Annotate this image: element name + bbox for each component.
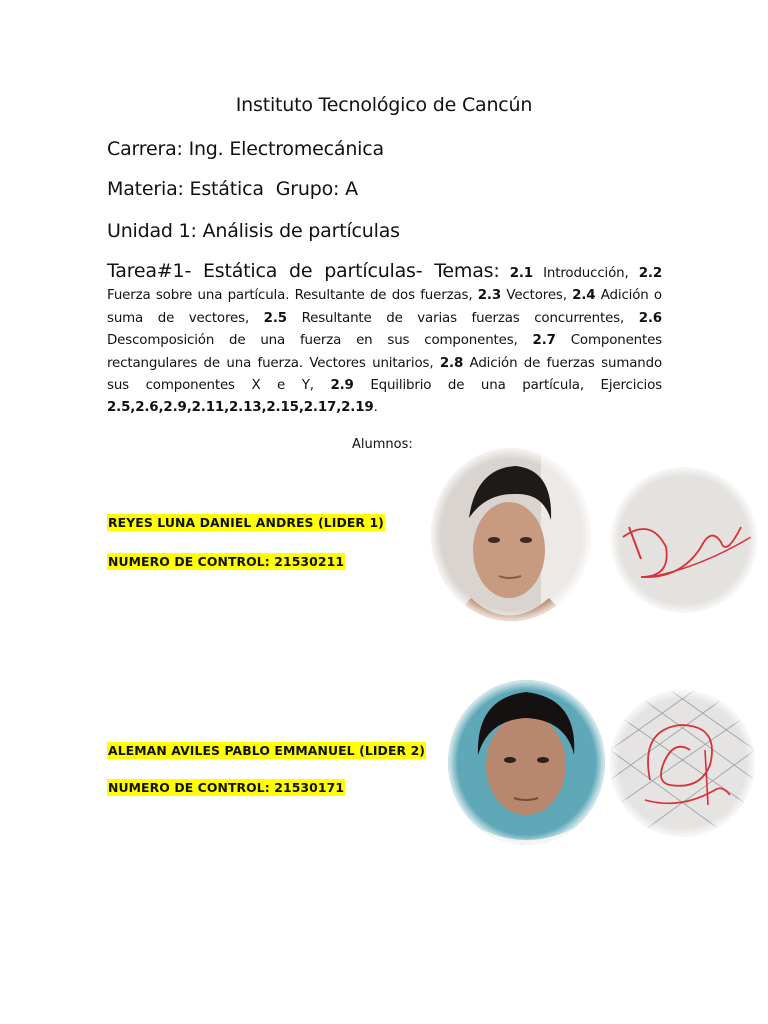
topic-text: Adición de fuerzas sumando sus componentes X e Y,	[107, 355, 663, 394]
topic-text: Fuerza sobre una partícula. Resultante de dos fuerzas,	[107, 288, 473, 304]
topic-number: 2.3	[477, 288, 502, 304]
topic-text: Vectores,	[506, 288, 567, 304]
topic-text: Descomposición de una fuerza en sus componentes,	[107, 333, 518, 349]
exercise-list: 2.5,2.6,2.9,2.11,2.13,2.15,2.17,2.19	[107, 400, 374, 416]
topic-text: Equilibrio de una partícula, Ejercicios	[370, 378, 662, 394]
student-2-signature	[610, 690, 755, 837]
topic-number: 2.4	[572, 288, 596, 304]
assignment-paragraph	[107, 260, 662, 420]
topic-number: 2.7	[532, 333, 556, 349]
topic-text: Adición o suma de vectores,	[107, 288, 662, 326]
students-label: Alumnos:	[352, 437, 413, 452]
student-2-name: ALEMAN AVILES PABLO EMMANUEL (LIDER 2)	[108, 743, 426, 758]
paragraph-end: .	[373, 400, 378, 416]
topic-number: 2.8	[439, 355, 464, 371]
topic-number: 2.1	[509, 266, 533, 281]
group-text: Grupo: A	[275, 178, 358, 200]
student-2-control: NUMERO DE CONTROL: 21530171	[108, 780, 345, 795]
student-1-control: NUMERO DE CONTROL: 21530211	[108, 554, 345, 569]
institute-title: Instituto Tecnológico de Cancún	[235, 94, 533, 116]
subject-group-line	[107, 178, 358, 200]
student-2-photo	[448, 680, 605, 845]
career-line: Carrera: Ing. Electromecánica	[107, 138, 384, 160]
topic-number: 2.6	[638, 310, 662, 326]
topic-text: Introducción,	[543, 266, 629, 281]
student-1-photo	[431, 448, 591, 621]
topic-number: 2.2	[638, 266, 663, 281]
student-1-name: REYES LUNA DANIEL ANDRES (LIDER 1)	[108, 515, 384, 530]
assignment-heading: Tarea#1- Estática de partículas- Temas:	[107, 260, 500, 282]
student-1-signature	[611, 467, 757, 613]
topic-text: Resultante de varias fuerzas concurrentes,	[301, 310, 625, 326]
topic-number: 2.9	[330, 378, 354, 394]
subject-text: Materia: Estática	[107, 178, 264, 200]
unit-line: Unidad 1: Análisis de partículas	[107, 220, 400, 242]
topic-text: Componentes rectangulares de una fuerza. Vectores unitarios,	[107, 333, 663, 371]
topic-number: 2.5	[263, 310, 287, 326]
